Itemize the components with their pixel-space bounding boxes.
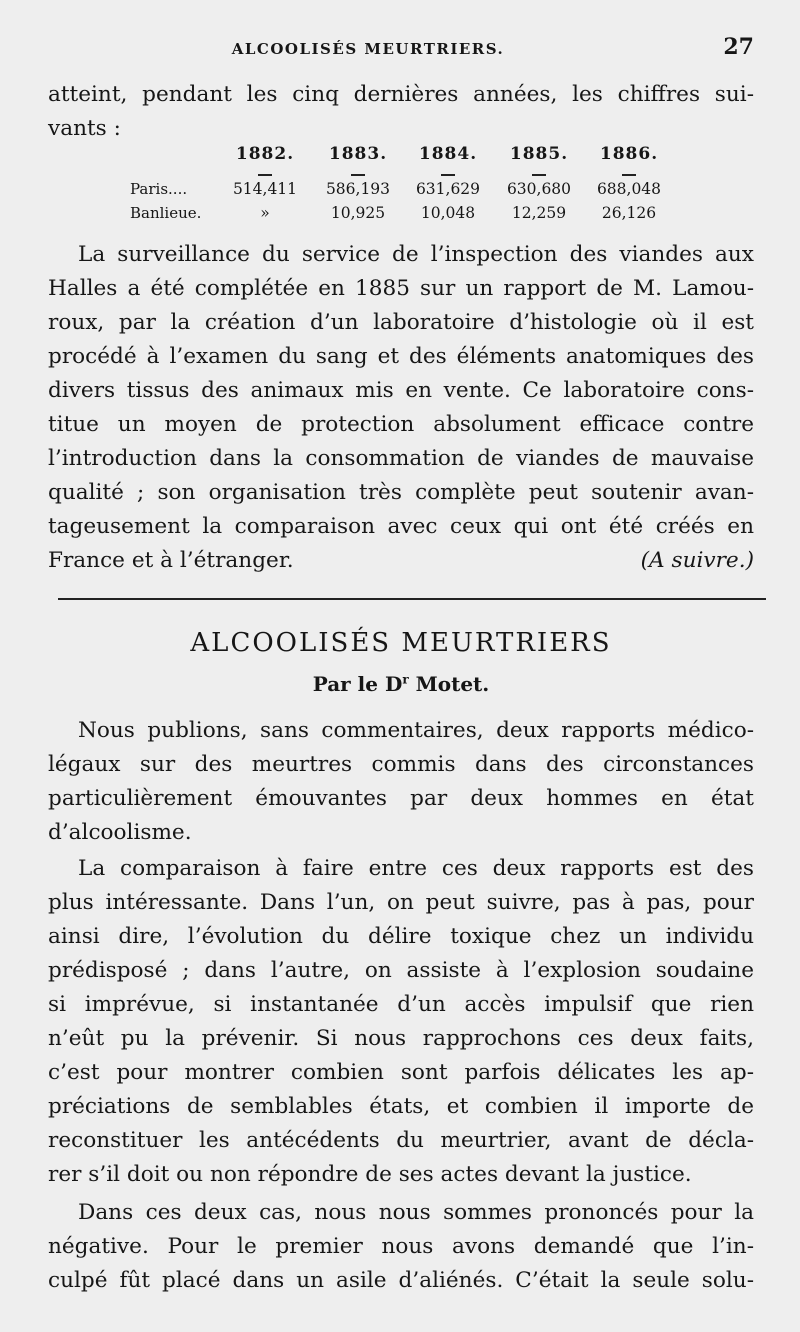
year-header: 1884. xyxy=(418,144,478,164)
intro-line-2: vants : xyxy=(48,116,121,141)
paragraph-line: d’alcoolisme. xyxy=(48,820,192,845)
table-cell: 586,193 xyxy=(325,180,391,198)
paragraph-line: titue un moyen de protection absolument efficace contre xyxy=(48,412,754,437)
paragraph-line: ainsi dire, l’évolution du délire toxique chez un individu xyxy=(48,924,754,949)
paragraph-line: La comparaison à faire entre ces deux rapports est des xyxy=(78,856,754,881)
paragraph-line-text: France et à l’étranger. xyxy=(48,548,294,573)
paragraph-line: prédisposé ; dans l’autre, on assiste à l’explosion soudaine xyxy=(48,958,754,983)
table-cell: 688,048 xyxy=(596,180,662,198)
paragraph-line: rer s’il doit ou non répondre de ses actes devant la justice. xyxy=(48,1162,692,1187)
paragraph-line: Halles a été complétée en 1885 sur un rapport de M. Lamou- xyxy=(48,276,754,301)
running-header xyxy=(48,34,754,64)
paragraph-line: Nous publions, sans commentaires, deux rapports médico- xyxy=(78,718,754,743)
paragraph-line: procédé à l’examen du sang et des éléments anatomiques des xyxy=(48,344,754,369)
paragraph-line: l’introduction dans la consommation de viandes de mauvaise xyxy=(48,446,754,471)
paragraph-line: La surveillance du service de l’inspection des viandes aux xyxy=(78,242,754,267)
running-title: ALCOOLISÉS MEURTRIERS. xyxy=(231,40,505,58)
table-cell: 630,680 xyxy=(506,180,572,198)
table-cell: 631,629 xyxy=(415,180,481,198)
year-header: 1885. xyxy=(509,144,569,164)
paragraph-line: culpé fût placé dans un asile d’aliénés. C’était la seule solu- xyxy=(48,1268,754,1293)
year-dash xyxy=(258,174,272,176)
paragraph-line: c’est pour montrer combien sont parfois délicates les ap- xyxy=(48,1060,754,1085)
table-cell: » xyxy=(260,204,270,222)
row-label-banlieue: Banlieue. xyxy=(130,204,202,222)
table-cell: 12,259 xyxy=(511,204,567,222)
paragraph-line: Dans ces deux cas, nous nous sommes prononcés pour la xyxy=(78,1200,754,1225)
year-dash xyxy=(622,174,636,176)
year-header: 1886. xyxy=(599,144,659,164)
page-number: 27 xyxy=(723,34,754,60)
section-divider xyxy=(58,598,766,600)
paragraph-line: plus intéressante. Dans l’un, on peut suivre, pas à pas, pour xyxy=(48,890,754,915)
statistics-table xyxy=(48,136,754,228)
year-header: 1883. xyxy=(328,144,388,164)
paragraph-line: qualité ; son organisation très complète peut soutenir avan- xyxy=(48,480,754,505)
paragraph-line: particulièrement émouvantes par deux hommes en état xyxy=(48,786,754,811)
year-dash xyxy=(441,174,455,176)
paragraph-line: roux, par la création d’un laboratoire d’histologie où il est xyxy=(48,310,754,335)
article-title: ALCOOLISÉS MEURTRIERS xyxy=(190,628,612,658)
table-cell: 10,048 xyxy=(420,204,476,222)
intro-line-1: atteint, pendant les cinq dernières années, les chiffres sui- xyxy=(48,82,754,107)
paragraph-line: n’eût pu la prévenir. Si nous rapprochons ces deux faits, xyxy=(48,1026,754,1051)
paragraph-line: reconstituer les antécédents du meurtrier, avant de décla- xyxy=(48,1128,754,1153)
paragraph-line: divers tissus des animaux mis en vente. Ce laboratoire cons- xyxy=(48,378,754,403)
table-cell: 514,411 xyxy=(232,180,298,198)
author-name: Motet. xyxy=(415,672,490,696)
year-header: 1882. xyxy=(235,144,295,164)
byline-prefix: Par le D xyxy=(312,672,403,696)
paragraph-line: légaux sur des meurtres commis dans des circonstances xyxy=(48,752,754,777)
paragraph-line: tageusement la comparaison avec ceux qui ont été créés en xyxy=(48,514,754,539)
table-cell: 26,126 xyxy=(601,204,657,222)
byline-sup: r xyxy=(402,672,409,687)
paragraph-line: si imprévue, si instantanée d’un accès impulsif que rien xyxy=(48,992,754,1017)
continuation-note: (A suivre.) xyxy=(640,548,754,573)
year-dash xyxy=(351,174,365,176)
table-cell: 10,925 xyxy=(330,204,386,222)
paragraph-last-line xyxy=(48,544,754,578)
row-label-paris: Paris.... xyxy=(130,180,188,198)
year-dash xyxy=(532,174,546,176)
paragraph-line: préciations de semblables états, et combien il importe de xyxy=(48,1094,754,1119)
paragraph-line: négative. Pour le premier nous avons demandé que l’in- xyxy=(48,1234,754,1259)
byline xyxy=(48,672,754,696)
